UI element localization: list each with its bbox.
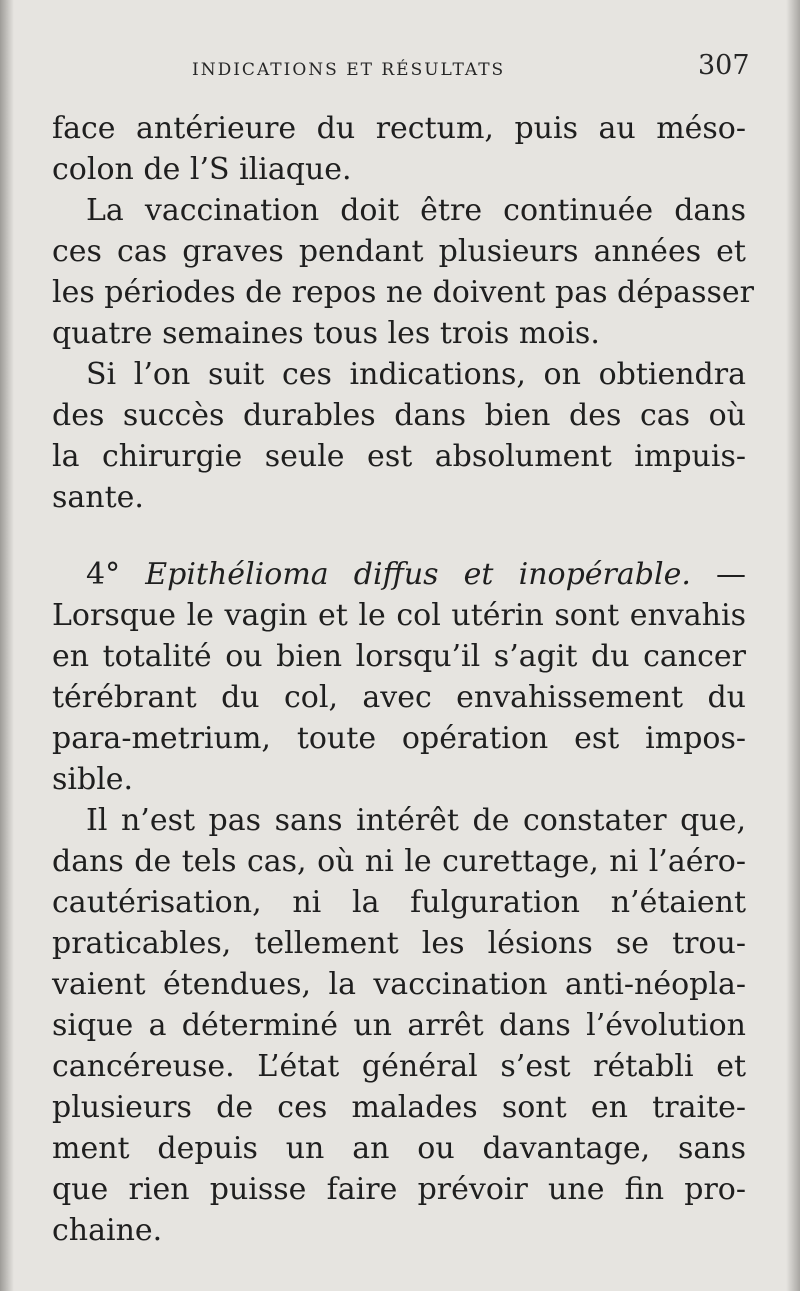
text-line: en totalité ou bien lorsqu’il s’agit du cancer [52,639,746,674]
text-line: colon de l’S iliaque. [52,152,352,187]
paragraph [52,800,746,1251]
text-line: les périodes de repos ne doivent pas dépasser [52,275,754,310]
text-line: dans de tels cas, où ni le curettage, ni l’aéro- [52,844,746,879]
text-line: quatre semaines tous les trois mois. [52,316,600,351]
text-line: ces cas graves pendant plusieurs années et [52,234,746,269]
section-number: 4° [86,557,121,592]
section-gap [52,518,746,554]
paragraph [52,354,746,518]
text-line: sible. [52,762,134,797]
page-number: 307 [698,50,750,81]
text-line: sique a déterminé un arrêt dans l’évolution [52,1008,746,1043]
text-line: para-metrium, toute opération est impos- [52,721,746,756]
text-line: praticables, tellement les lésions se trou- [52,926,746,961]
section-dash: — [716,557,746,592]
body-text [52,108,754,1251]
text-line: plusieurs de ces malades sont en traite- [52,1090,746,1125]
paragraph [52,108,746,190]
paragraph [52,190,754,354]
page-left-edge [0,0,14,1291]
text-line: face antérieure du rectum, puis au méso- [52,111,746,146]
text-line: cancéreuse. L’état général s’est rétabli et [52,1049,746,1084]
page-header [0,50,800,86]
text-line: ment depuis un an ou davantage, sans [52,1131,746,1166]
page-right-edge [786,0,800,1291]
text-line: Il n’est pas sans intérêt de constater que, [86,803,746,838]
text-line: Si l’on suit ces indications, on obtiendra [86,357,746,392]
text-line: la chirurgie seule est absolument impuis- [52,439,746,474]
section-heading [52,554,746,595]
text-line: térébrant du col, avec envahissement du [52,680,746,715]
text-line: chaine. [52,1213,163,1248]
text-line: cautérisation, ni la fulguration n’étaient [52,885,746,920]
text-line: des succès durables dans bien des cas où [52,398,746,433]
text-line: que rien puisse faire prévoir une fin pro- [52,1172,746,1207]
text-line: vaient étendues, la vaccination anti-néopla- [52,967,746,1002]
section-title: Epithélioma diffus et inopérable. [145,557,691,592]
text-line: sante. [52,480,144,515]
section-paragraph [52,554,746,800]
running-head: INDICATIONS ET RÉSULTATS [192,60,506,80]
text-line: La vaccination doit être continuée dans [86,193,746,228]
text-line: Lorsque le vagin et le col utérin sont envahis [52,598,746,633]
